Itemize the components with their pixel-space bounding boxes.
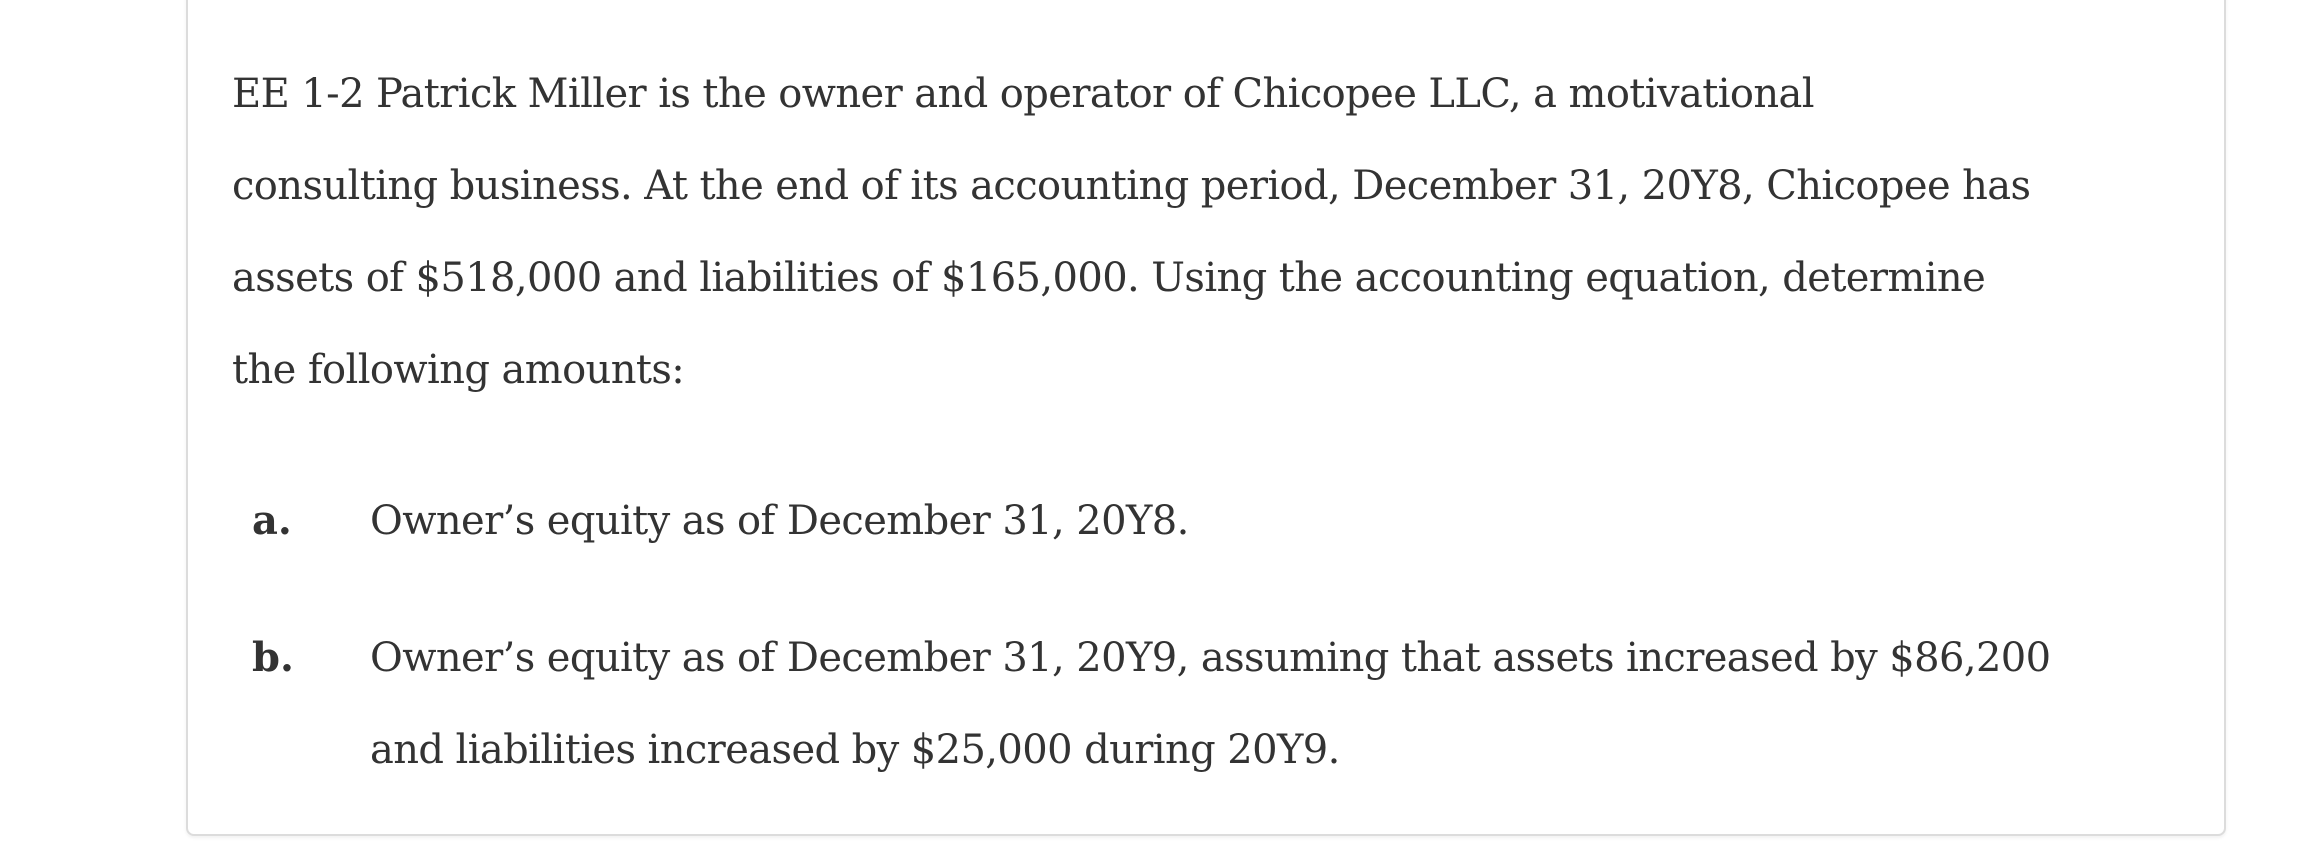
statement-line: the following amounts: [232, 347, 685, 393]
statement-line: consulting business. At the end of its accounting period, December 31, 20Y8, Chicopee has [232, 163, 2031, 209]
item-label-b: b. [252, 634, 294, 681]
statement-line: assets of $518,000 and liabilities of $165,000. Using the accounting equation, determine [232, 255, 1986, 301]
item-text-a [370, 475, 1189, 567]
item-line: and liabilities increased by $25,000 during 20Y9. [370, 727, 1340, 773]
statement-line: EE 1-2 Patrick Miller is the owner and operator of Chicopee LLC, a motivational [232, 71, 1814, 117]
item-line: Owner’s equity as of December 31, 20Y8. [370, 498, 1189, 544]
item-text-b [370, 612, 2051, 796]
item-line: Owner’s equity as of December 31, 20Y9, assuming that assets increased by $86,200 [370, 635, 2051, 681]
problem-statement [232, 48, 2222, 416]
item-label-a: a. [252, 497, 292, 544]
